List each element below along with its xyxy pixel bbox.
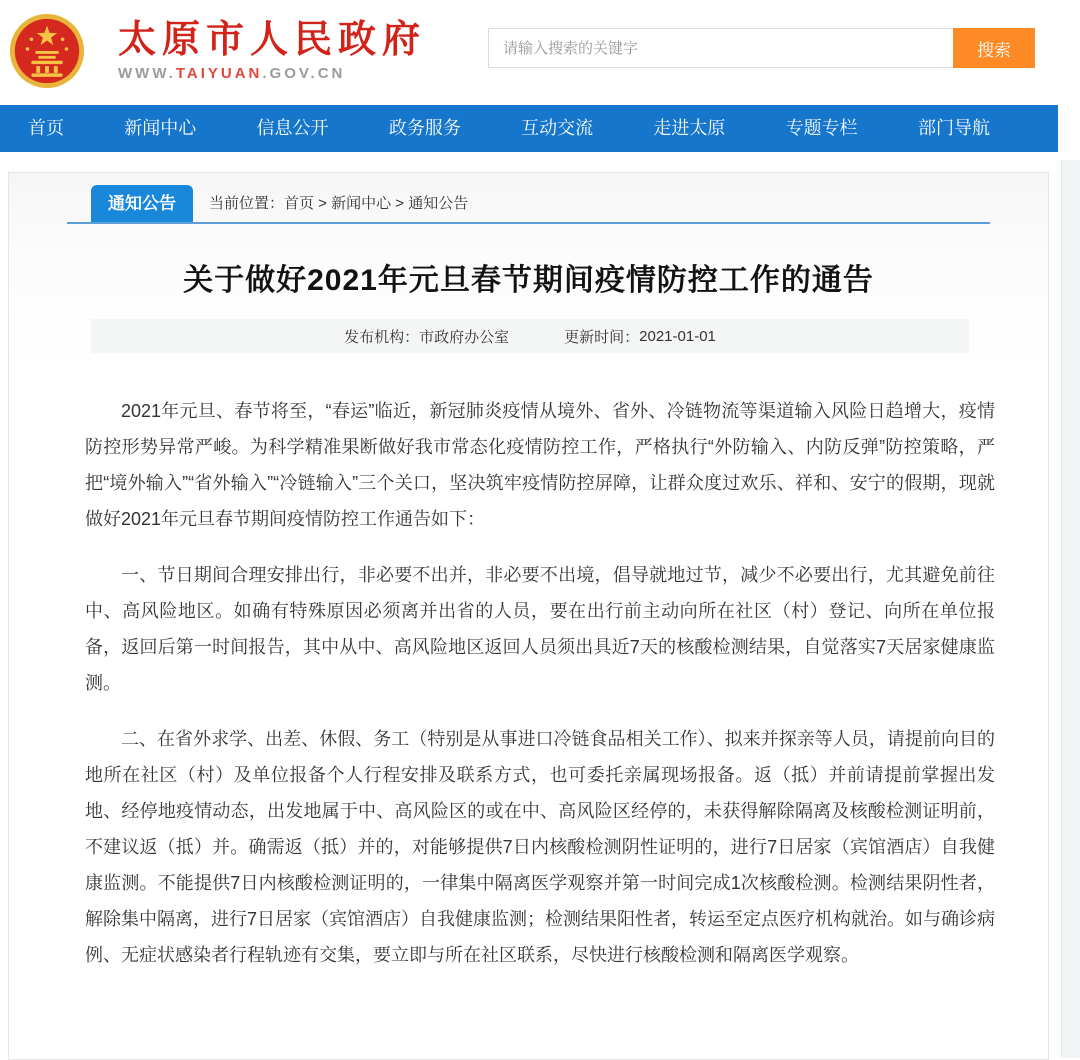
site-brand[interactable] <box>8 12 426 90</box>
search-input[interactable] <box>488 28 953 68</box>
article-title: 关于做好2021年元旦春节期间疫情防控工作的通告 <box>183 264 874 297</box>
nav-item-home[interactable]: 首页 <box>28 118 64 138</box>
updated-label: 更新时间： <box>564 328 640 346</box>
article-body <box>85 393 995 973</box>
article-paragraph-item2: 二、在省外求学、出差、休假、务工（特别是从事进口冷链食品相关工作）、拟来并探亲等人员，请提前向目的地所在社区（村）及单位报备个人行程安排及联系方式，也可委托亲属现场报备。返（抵）并前请提前掌握出发地、经停地疫情动态，出发地属于中、高风险区的或在中、高风险区经停的，未获得解除隔离及核酸检测证明前，不建议返（抵）并。确需返（抵）并的，对能够提供7日内核酸检测阴性证明的，进行7日居家（宾馆酒店）自我健康监测。不能提供7日内核酸检测证明的，一律集中隔离医学观察并第一时间完成1次核酸检测。检测结果阴性者，解除集中隔离，进行7日居家（宾馆酒店）自我健康监测；检测结果阳性者，转运至定点医疗机构就治。如与确诊病例、无症状感染者行程轨迹有交集，要立即与所在社区联系，尽快进行核酸检测和隔离医学观察。 <box>85 729 996 965</box>
nav-item-info-disclosure[interactable]: 信息公开 <box>256 118 329 138</box>
article-paragraph-item1: 一、节日期间合理安排出行，非必要不出并，非必要不出境，倡导就地过节，减少不必要出行，尤其避免前往中、高风险地区。如确有特殊原因必须离并出省的人员，要在出行前主动向所在社区（村）登记、向所在单位报备，返回后第一时间报告，其中从中、高风险地区返回人员须出具近7天的核酸检测结果，自觉落实7天居家健康监测。 <box>85 565 995 693</box>
nav-item-gov-services[interactable]: 政务服务 <box>388 118 461 138</box>
url-domain: TAIYUAN <box>175 65 263 82</box>
url-www: WWW. <box>118 65 176 82</box>
updated-value: 2021-01-01 <box>639 327 716 345</box>
publisher-label: 发布机构： <box>344 328 420 346</box>
nav-item-interaction[interactable]: 互动交流 <box>521 118 594 138</box>
breadcrumb-location-label: 当前位置： <box>209 195 285 212</box>
scrollbar-track[interactable] <box>1061 160 1080 1058</box>
brand-text <box>118 19 426 83</box>
tab-notice-announcements[interactable]: 通知公告 <box>91 185 193 222</box>
publisher-value: 市政府办公室 <box>419 328 510 346</box>
site-name: 太原市人民政府 <box>118 19 427 61</box>
nav-item-about-taiyuan[interactable]: 走进太原 <box>653 118 726 138</box>
main-nav <box>0 105 1058 152</box>
nav-item-special-topics[interactable]: 专题专栏 <box>785 118 858 138</box>
search-button[interactable]: 搜索 <box>953 28 1035 68</box>
article-paragraph-intro: 2021年元旦、春节将至，“春运”临近，新冠肺炎疫情从境外、省外、冷链物流等渠道输入风险日趋增大，疫情防控形势异常严峻。为科学精准果断做好我市常态化疫情防控工作，严格执行“外防输入、内防反弹”防控策略，严把“境外输入”“省外输入”“冷链输入”三个关口，坚决筑牢疫情防控屏障，让群众度过欢乐、祥和、安宁的假期，现就做好2021年元旦春节期间疫情防控工作通告如下： <box>85 401 995 529</box>
url-suffix: .GOV.CN <box>262 65 346 82</box>
site-url <box>118 65 426 83</box>
breadcrumb-row <box>67 187 990 224</box>
site-header <box>0 0 1058 105</box>
breadcrumb <box>209 192 468 222</box>
national-emblem-icon <box>8 12 86 90</box>
nav-item-department-guide[interactable]: 部门导航 <box>917 118 990 138</box>
article-meta-bar <box>91 319 969 353</box>
search-bar <box>488 28 1035 68</box>
content-card <box>8 172 1049 1060</box>
breadcrumb-path[interactable]: 首页 > 新闻中心 > 通知公告 <box>284 195 469 212</box>
nav-item-news-center[interactable]: 新闻中心 <box>124 118 197 138</box>
